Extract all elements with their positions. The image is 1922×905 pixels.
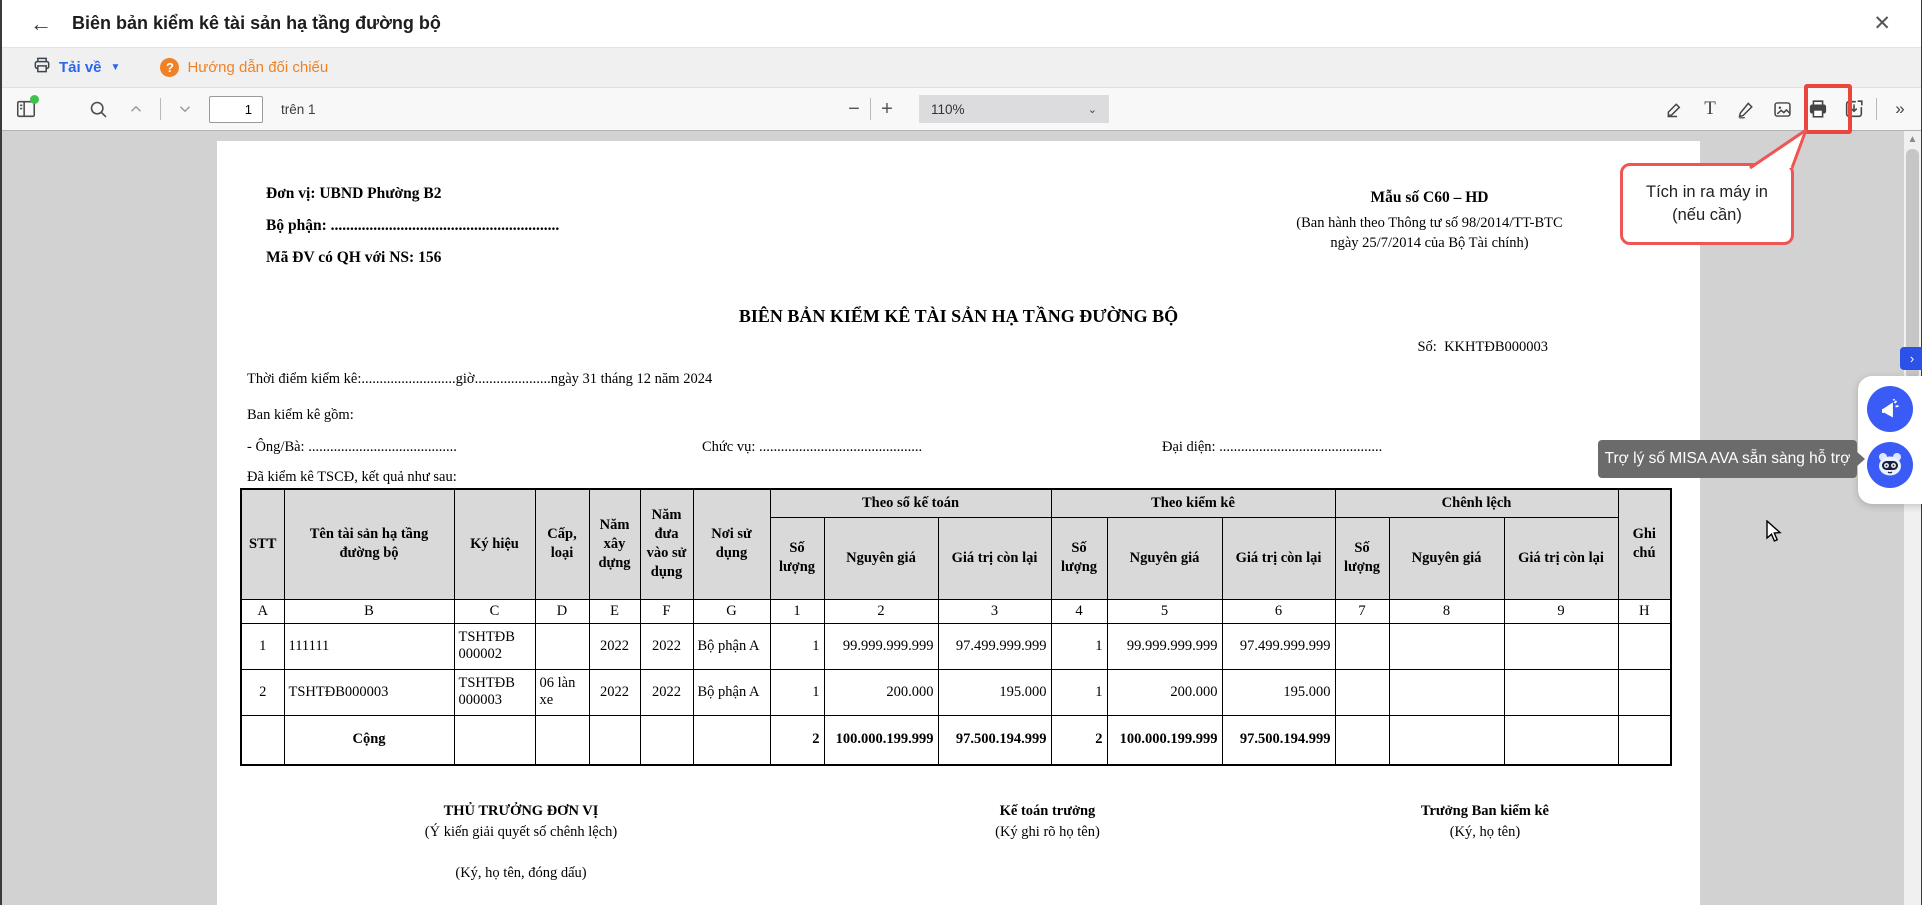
divider: [160, 98, 161, 120]
download-button[interactable]: [32, 55, 120, 80]
signature-block: [825, 801, 1270, 884]
group-header: Chênh lệch: [1335, 489, 1618, 517]
cell: 1: [1051, 669, 1107, 715]
total-row: [241, 715, 1671, 765]
letter-cell: C: [454, 599, 535, 623]
callout-line2: (nếu cần): [1672, 206, 1742, 224]
status-dot: [30, 95, 39, 104]
cell: 1: [1051, 623, 1107, 669]
misa-ava-assistant-button[interactable]: [1867, 442, 1913, 488]
sub-header: Giá trị còn lại: [1504, 517, 1618, 599]
cell: 2: [1051, 715, 1107, 765]
form-note-line1: (Ban hành theo Thông tư số 98/2014/TT-BTC: [1296, 215, 1563, 231]
text-tool-icon[interactable]: T: [1704, 98, 1716, 119]
letter-cell: 8: [1389, 599, 1504, 623]
sub-header: Số lượng: [770, 517, 824, 599]
zoom-level-select[interactable]: [919, 95, 1109, 123]
form-note-line2: ngày 25/7/2014 của Bộ Tài chính): [1330, 235, 1529, 251]
zoom-in-icon[interactable]: +: [881, 97, 893, 120]
sub-header: Số lượng: [1051, 517, 1107, 599]
zoom-level-value: 110%: [931, 101, 965, 117]
department-line: Bộ phận: ...........................................................: [266, 217, 560, 234]
letter-cell: 4: [1051, 599, 1107, 623]
cell: [1504, 715, 1618, 765]
letter-cell: B: [284, 599, 454, 623]
cell: 200.000: [824, 669, 938, 715]
assistant-tooltip: Trợ lý số MISA AVA sẵn sàng hỗ trợ: [1598, 440, 1857, 478]
cell: 97.499.999.999: [1222, 623, 1335, 669]
signature-block: [1270, 801, 1700, 884]
cell: 1: [770, 669, 824, 715]
sub-header: Nguyên giá: [824, 517, 938, 599]
letter-cell: G: [693, 599, 770, 623]
image-tool-icon[interactable]: [1768, 95, 1796, 123]
cell: 2022: [589, 669, 640, 715]
cell: 06 làn xe: [535, 669, 589, 715]
signature-title: Kế toán trưởng: [999, 803, 1096, 819]
signature-sub: (Ký ghi rõ họ tên): [995, 824, 1100, 840]
letter-cell: D: [535, 599, 589, 623]
cell: [693, 715, 770, 765]
committee-member-line: [247, 439, 1670, 456]
page-total-label: trên 1: [281, 101, 316, 117]
committee-line: Ban kiểm kê gồm:: [247, 407, 354, 423]
close-icon[interactable]: ✕: [1873, 12, 1891, 35]
person-representative: Đại diện: .............................................: [1162, 439, 1383, 455]
unit-line: Đơn vị: UBND Phường B2: [266, 185, 442, 202]
prev-page-icon[interactable]: [122, 95, 150, 123]
sub-header: Nguyên giá: [1389, 517, 1504, 599]
letter-cell: 1: [770, 599, 824, 623]
assistant-expand-tab[interactable]: ›: [1900, 347, 1922, 370]
cell: Bộ phận A: [693, 623, 770, 669]
draw-tool-icon[interactable]: [1732, 95, 1760, 123]
code-line: Mã ĐV có QH với NS: 156: [266, 249, 442, 266]
cell: 111111: [284, 623, 454, 669]
announcement-button[interactable]: [1867, 386, 1913, 432]
sub-header: Số lượng: [1335, 517, 1389, 599]
sub-header: Nguyên giá: [1107, 517, 1222, 599]
cell: [1504, 669, 1618, 715]
signature-sub: (Ký, họ tên): [1449, 824, 1521, 840]
search-icon[interactable]: [84, 95, 112, 123]
document-viewer: [2, 131, 1921, 905]
download-label: Tải về: [59, 59, 102, 76]
page-title: Biên bản kiểm kê tài sản hạ tầng đường bộ: [72, 13, 441, 33]
signature-sub: (Ký, họ tên, đóng dấu): [455, 865, 587, 881]
cell: [1618, 623, 1671, 669]
cell: [535, 715, 589, 765]
scroll-up-icon[interactable]: ▲: [1907, 134, 1918, 145]
cell: [640, 715, 693, 765]
result-line: Đã kiểm kê TSCĐ, kết quả như sau:: [247, 469, 457, 485]
cell: TSHTĐB 000002: [454, 623, 535, 669]
cell: 2: [241, 669, 284, 715]
cell: [1335, 669, 1389, 715]
divider: [870, 98, 871, 120]
col-header: Tên tài sản hạ tầng đường bộ: [284, 489, 454, 599]
sidebar-toggle-icon[interactable]: [12, 95, 40, 123]
action-bar: [2, 48, 1921, 88]
cell: 200.000: [1107, 669, 1222, 715]
cell: [1618, 715, 1671, 765]
question-icon: ?: [160, 58, 179, 77]
cell: [1389, 669, 1504, 715]
cell: [589, 715, 640, 765]
cell: 100.000.199.999: [824, 715, 938, 765]
cell: [1335, 623, 1389, 669]
divider: [1876, 98, 1877, 120]
title-bar: [2, 0, 1921, 48]
letter-cell: 6: [1222, 599, 1335, 623]
col-header: Cấp, loại: [535, 489, 589, 599]
col-header: Ký hiệu: [454, 489, 535, 599]
scrollbar-thumb[interactable]: [1906, 149, 1919, 379]
document-title: BIÊN BẢN KIỂM KÊ TÀI SẢN HẠ TẦNG ĐƯỜNG BỘ: [738, 306, 1179, 326]
callout-tail: [1740, 122, 1820, 172]
col-header: Năm đưa vào sử dụng: [640, 489, 693, 599]
cell: TSHTĐB000003: [284, 669, 454, 715]
pdf-toolbar: [2, 88, 1921, 131]
letter-cell: 2: [824, 599, 938, 623]
chevron-down-icon: ⌄: [1087, 103, 1097, 116]
letter-cell: 3: [938, 599, 1051, 623]
table-row: [241, 669, 1671, 715]
signature-block: [217, 801, 825, 884]
cell: 195.000: [938, 669, 1051, 715]
signature-sub: (Ý kiến giải quyết số chênh lệch): [424, 824, 618, 840]
letter-cell: E: [589, 599, 640, 623]
cell: 99.999.999.999: [824, 623, 938, 669]
highlight-tool-icon[interactable]: [1660, 95, 1688, 123]
letter-cell: 7: [1335, 599, 1389, 623]
cell: 100.000.199.999: [1107, 715, 1222, 765]
group-header: Theo sổ kế toán: [770, 489, 1051, 517]
document-header-left: [266, 185, 559, 281]
letter-cell: F: [640, 599, 693, 623]
cell: 1: [241, 623, 284, 669]
cell: 2022: [640, 669, 693, 715]
chevron-down-icon[interactable]: ▼: [110, 62, 121, 73]
signature-section: [217, 801, 1700, 884]
letter-cell: 5: [1107, 599, 1222, 623]
col-header: Năm xây dựng: [589, 489, 640, 599]
cell: [241, 715, 284, 765]
cell: TSHTĐB 000003: [454, 669, 535, 715]
total-label: Cộng: [284, 715, 454, 765]
cell: [1389, 623, 1504, 669]
cell: [454, 715, 535, 765]
signature-title: THỦ TRƯỞNG ĐƠN VỊ: [443, 803, 599, 819]
sub-header: Giá trị còn lại: [1222, 517, 1335, 599]
col-header: Nơi sử dụng: [693, 489, 770, 599]
letter-cell: 9: [1504, 599, 1618, 623]
scrollbar[interactable]: [1904, 131, 1921, 905]
document-page: [217, 141, 1700, 905]
help-label: Hướng dẫn đối chiếu: [187, 59, 329, 76]
group-header: Theo kiểm kê: [1051, 489, 1335, 517]
printer-download-icon: [32, 55, 52, 80]
cell: 97.499.999.999: [938, 623, 1051, 669]
cell: 195.000: [1222, 669, 1335, 715]
next-page-icon[interactable]: [171, 95, 199, 123]
inventory-time-line: Thời điểm kiểm kê:..........................giờ.....................ngày 31 tháng 12 năm 2024: [247, 371, 713, 387]
col-header: Ghi chú: [1618, 489, 1671, 599]
person-position: Chức vụ: .............................................: [702, 439, 923, 455]
cell: [1618, 669, 1671, 715]
inventory-table: [240, 488, 1672, 766]
callout-line1: Tích in ra máy in: [1646, 183, 1768, 201]
save-file-icon[interactable]: [1840, 95, 1868, 123]
cell: 2022: [640, 623, 693, 669]
signature-title: Trưởng Ban kiểm kê: [1420, 803, 1549, 819]
col-header: STT: [241, 489, 284, 599]
cell: 97.500.194.999: [938, 715, 1051, 765]
print-callout: [1620, 163, 1794, 245]
cell: Bộ phận A: [693, 669, 770, 715]
help-guide-button[interactable]: [160, 58, 328, 77]
cell: [1389, 715, 1504, 765]
document-number: Số: KKHTĐB000003: [1417, 339, 1548, 355]
cell: [1335, 715, 1389, 765]
cell: [535, 623, 589, 669]
cell: 2: [770, 715, 824, 765]
letter-cell: H: [1618, 599, 1671, 623]
table-row: [241, 623, 1671, 669]
letter-cell: A: [241, 599, 284, 623]
cell: 1: [770, 623, 824, 669]
sub-header: Giá trị còn lại: [938, 517, 1051, 599]
more-tools-icon[interactable]: »: [1895, 99, 1903, 118]
zoom-out-icon[interactable]: −: [848, 97, 860, 120]
print-icon[interactable]: [1804, 95, 1832, 123]
person-name: - Ông/Bà: .........................................: [247, 439, 457, 455]
cell: 2022: [589, 623, 640, 669]
letter-row: [241, 599, 1671, 623]
cell: [1504, 623, 1618, 669]
assistant-panel: [1858, 376, 1922, 504]
cell: 97.500.194.999: [1222, 715, 1335, 765]
cell: 99.999.999.999: [1107, 623, 1222, 669]
form-number: Mẫu số C60 – HD: [1370, 189, 1489, 206]
document-header-right: [1257, 189, 1602, 253]
back-arrow-icon[interactable]: ←: [30, 10, 52, 36]
page-number-input[interactable]: [209, 96, 263, 123]
